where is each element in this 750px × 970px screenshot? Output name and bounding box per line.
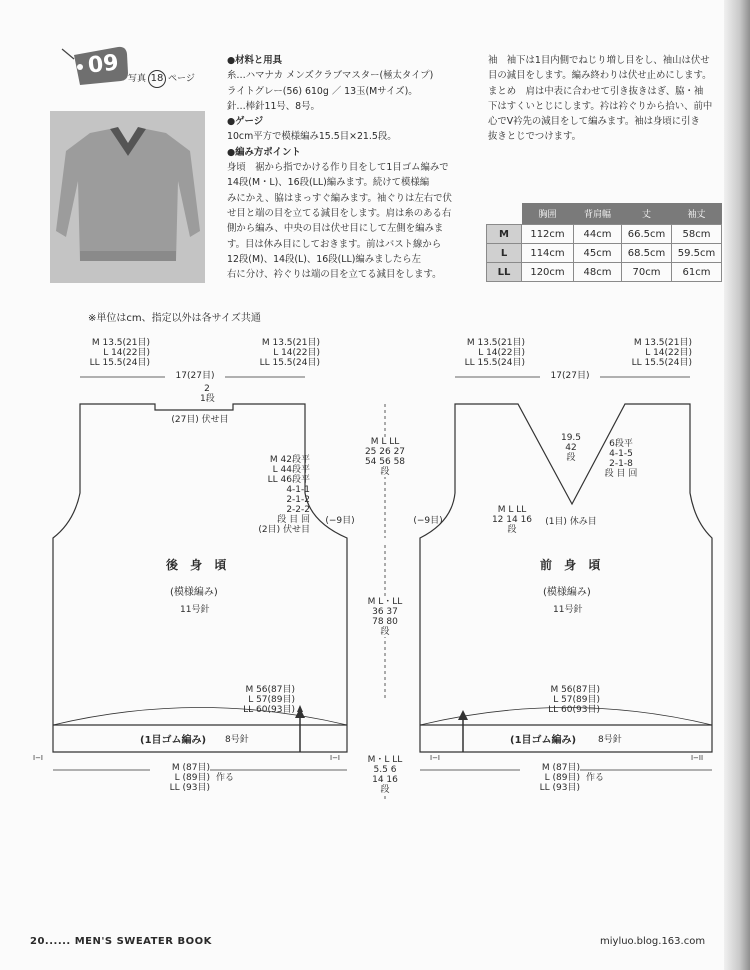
- cell-chest: 114cm: [522, 244, 574, 263]
- points-line: す。目は休み目にしておきます。前はバスト線から: [227, 238, 442, 250]
- back-title: 後 身 頃: [166, 558, 231, 572]
- front-center-rest: (1目) 休み目: [545, 517, 597, 527]
- center-sizes: M L LL: [497, 505, 527, 515]
- cell-sleeve: 58cm: [672, 225, 722, 244]
- size-l: L 14(22目): [103, 348, 150, 358]
- bottom-l: L (89目): [544, 773, 580, 783]
- back-needle: 11号針: [180, 605, 210, 615]
- hem-ll: LL 60(93目): [243, 705, 295, 715]
- bottom-ll: LL (93目): [539, 783, 580, 793]
- front-rib-needle: 8号針: [598, 735, 622, 745]
- cell-sleeve: 59.5cm: [672, 244, 722, 263]
- dim-unit: 段: [380, 785, 390, 795]
- front-pattern: (模様編み): [543, 587, 591, 598]
- dim-sizes: M・L LL: [367, 755, 403, 765]
- cell-length: 66.5cm: [622, 225, 672, 244]
- dim-sizes: M L・LL: [367, 597, 403, 607]
- gauge-line: 10cm平方で模様編み15.5目×21.5段。: [227, 131, 397, 143]
- front-rib: (1目ゴム編み): [510, 735, 577, 746]
- back-hem-stitches: [180, 685, 295, 715]
- v-dec-line: 4-1-5: [609, 449, 633, 459]
- front-v-decrease: [596, 439, 646, 479]
- back-armhole-side: (−9目): [325, 516, 355, 526]
- neck-depth-top: 2: [204, 384, 210, 394]
- instruction-line: 下はすくいとじにします。衿は衿ぐりから拾い、前中: [488, 100, 713, 112]
- size-l: L 14(22目): [645, 348, 692, 358]
- back-bottom-width: [150, 763, 210, 793]
- dim-cm: 25 26 27: [364, 447, 406, 457]
- hem-m: M 56(87目): [245, 685, 295, 695]
- yarn-line-2: ライトグレー(56) 610g ／ 13玉(Mサイズ)。: [227, 85, 418, 97]
- dim-rows: 54 56 58: [364, 457, 406, 467]
- armhole-dec: 2-2-2: [286, 505, 310, 515]
- back-make-label: 作る: [215, 773, 234, 783]
- front-v-depth: [556, 433, 586, 463]
- instruction-line: まとめ 肩は中表に合わせて引き抜きはぎ、脇・袖: [488, 85, 704, 97]
- footer-watermark: miyluo.blog.163.com: [600, 936, 706, 947]
- points-line: 身頃 裾から指でかける作り目をして1目ゴム編みで: [227, 162, 449, 174]
- edge-mark-left: I−I: [330, 754, 340, 762]
- size-ll: LL 15.5(24目): [259, 358, 320, 368]
- armhole-cast-off: (2目) 伏せ目: [258, 525, 310, 535]
- needles-line: 針…棒針11号、8号。: [227, 100, 320, 112]
- bottom-m: M (87目): [541, 763, 580, 773]
- row-size: LL: [487, 263, 522, 282]
- cell-shoulder: 44cm: [574, 225, 622, 244]
- cell-chest: 112cm: [522, 225, 574, 244]
- dim-unit: 段: [380, 627, 390, 637]
- photo-page-number: 18: [148, 70, 166, 88]
- unit-note: ※単位はcm、指定以外は各サイズ共通: [88, 313, 261, 324]
- front-needle: 11号針: [553, 605, 583, 615]
- points-heading: ●編み方ポイント: [227, 146, 301, 158]
- instruction-line: 抜きとじでつけます。: [488, 131, 581, 143]
- cell-length: 70cm: [622, 263, 672, 282]
- v-depth-rows: 42: [565, 443, 577, 453]
- size-ll: LL 15.5(24目): [464, 358, 525, 368]
- front-hem-stitches: [485, 685, 600, 715]
- armhole-rows-m: M 42段平: [269, 455, 310, 465]
- armhole-rows-l: L 44段平: [272, 465, 310, 475]
- cell-length: 68.5cm: [622, 244, 672, 263]
- bottom-m: M (87目): [171, 763, 210, 773]
- header-chest: 胸囲: [522, 203, 574, 225]
- gauge-heading: ●ゲージ: [227, 116, 264, 128]
- back-shoulder-right: [240, 338, 320, 368]
- hem-l: L 57(89目): [553, 695, 600, 705]
- size-ll: LL 15.5(24目): [631, 358, 692, 368]
- v-depth-cm: 19.5: [560, 433, 582, 443]
- points-line: 右に分け、衿ぐりは端の目を立てる減目をします。: [227, 269, 442, 281]
- front-center-dim: [488, 505, 536, 535]
- tag-number: 09: [86, 50, 120, 79]
- v-depth-unit: 段: [566, 453, 576, 463]
- dim-rows: 78 80: [372, 617, 398, 627]
- header-length: 丈: [622, 203, 672, 225]
- row-size: L: [487, 244, 522, 263]
- cell-chest: 120cm: [522, 263, 574, 282]
- center-top-dim: [360, 437, 410, 477]
- points-line: 側から編み、中央の目は伏せ目にして左側を編みま: [227, 223, 444, 235]
- back-rib-needle: 8号針: [225, 735, 249, 745]
- points-line: 14段(M・L)、16段(LL)編みます。続けて模様編: [227, 177, 430, 189]
- dim-cm: 5.5 6: [373, 765, 397, 775]
- header-shoulder: 背肩幅: [574, 203, 622, 225]
- size-ll: LL 15.5(24目): [89, 358, 150, 368]
- footer-book-title: 20...... MEN'S SWEATER BOOK: [30, 936, 212, 947]
- front-armhole-side: (−9目): [413, 516, 443, 526]
- front-bottom-width: [520, 763, 580, 793]
- armhole-dec: 4-1-1: [286, 485, 310, 495]
- row-size: M: [487, 225, 522, 244]
- back-neck-width: 17(27目): [165, 371, 225, 381]
- instruction-line: 心でV衿先の減目をして編みます。袖は身頃に引き: [488, 116, 700, 128]
- bottom-l: L (89目): [174, 773, 210, 783]
- points-line: みにかえ、脇はまっすぐ編みます。袖ぐりは左右で伏: [227, 192, 452, 204]
- edge-mark-right: I−I: [430, 754, 440, 762]
- instruction-line: 袖 袖下は1目内側でねじり増し目をし、袖山は伏せ: [488, 55, 710, 66]
- size-m: M 13.5(21目): [466, 338, 525, 348]
- neck-depth-bottom: 1段: [200, 394, 215, 404]
- center-bottom-dim: [360, 755, 410, 795]
- yarn-line-1: 糸…ハマナカ メンズクラブマスター(極太タイプ): [227, 70, 434, 82]
- back-pattern: (模様編み): [170, 587, 218, 598]
- hem-l: L 57(89目): [248, 695, 295, 705]
- armhole-dec-head: 段 目 回: [277, 515, 310, 525]
- photo-label-prefix: 写真: [128, 74, 147, 84]
- center-vals: 12 14 16: [491, 515, 533, 525]
- dim-unit: 段: [380, 467, 390, 477]
- size-l: L 14(22目): [273, 348, 320, 358]
- dim-sizes: M L LL: [370, 437, 400, 447]
- back-neck-cast-off: (27目) 伏せ目: [171, 415, 229, 425]
- cell-shoulder: 45cm: [574, 244, 622, 263]
- edge-mark-right: I−II: [690, 754, 704, 762]
- armhole-dec: 2-1-2: [286, 495, 310, 505]
- back-armhole-rows: [240, 455, 310, 535]
- front-title: 前 身 頃: [540, 558, 605, 572]
- instruction-line: 目の減目をします。編み終わりは伏せ止めにします。: [488, 70, 712, 82]
- v-dec-line: 段 目 回: [604, 469, 638, 479]
- v-dec-line: 6段平: [609, 439, 633, 449]
- front-neck-width: 17(27目): [540, 371, 600, 381]
- front-make-label: 作る: [585, 773, 604, 783]
- size-l: L 14(22目): [478, 348, 525, 358]
- size-m: M 13.5(21目): [91, 338, 150, 348]
- back-neck-depth: [200, 384, 214, 404]
- photo-label-suffix: ページ: [168, 74, 195, 84]
- hem-m: M 56(87目): [550, 685, 600, 695]
- armhole-rows-ll: LL 46段平: [267, 475, 310, 485]
- v-dec-line: 2-1-8: [609, 459, 633, 469]
- edge-mark-left: I−I: [33, 754, 43, 762]
- points-line: 12段(M)、14段(L)、16段(LL)編みましたら左: [227, 253, 421, 265]
- cell-shoulder: 48cm: [574, 263, 622, 282]
- front-shoulder-left: [445, 338, 525, 368]
- front-shoulder-right: [612, 338, 692, 368]
- back-shoulder-left: [70, 338, 150, 368]
- materials-heading: ●材料と用具: [227, 55, 283, 66]
- points-line: せ目と端の目を立てる減目をします。肩は糸のある右: [227, 207, 452, 219]
- dim-rows: 14 16: [372, 775, 398, 785]
- size-m: M 13.5(21目): [261, 338, 320, 348]
- bottom-ll: LL (93目): [169, 783, 210, 793]
- back-rib: (1目ゴム編み): [140, 735, 207, 746]
- cell-sleeve: 61cm: [672, 263, 722, 282]
- dim-cm: 36 37: [372, 607, 398, 617]
- header-sleeve: 袖丈: [672, 203, 722, 225]
- center-unit: 段: [507, 525, 517, 535]
- center-mid-dim: [362, 597, 408, 637]
- hem-ll: LL 60(93目): [548, 705, 600, 715]
- size-m: M 13.5(21目): [633, 338, 692, 348]
